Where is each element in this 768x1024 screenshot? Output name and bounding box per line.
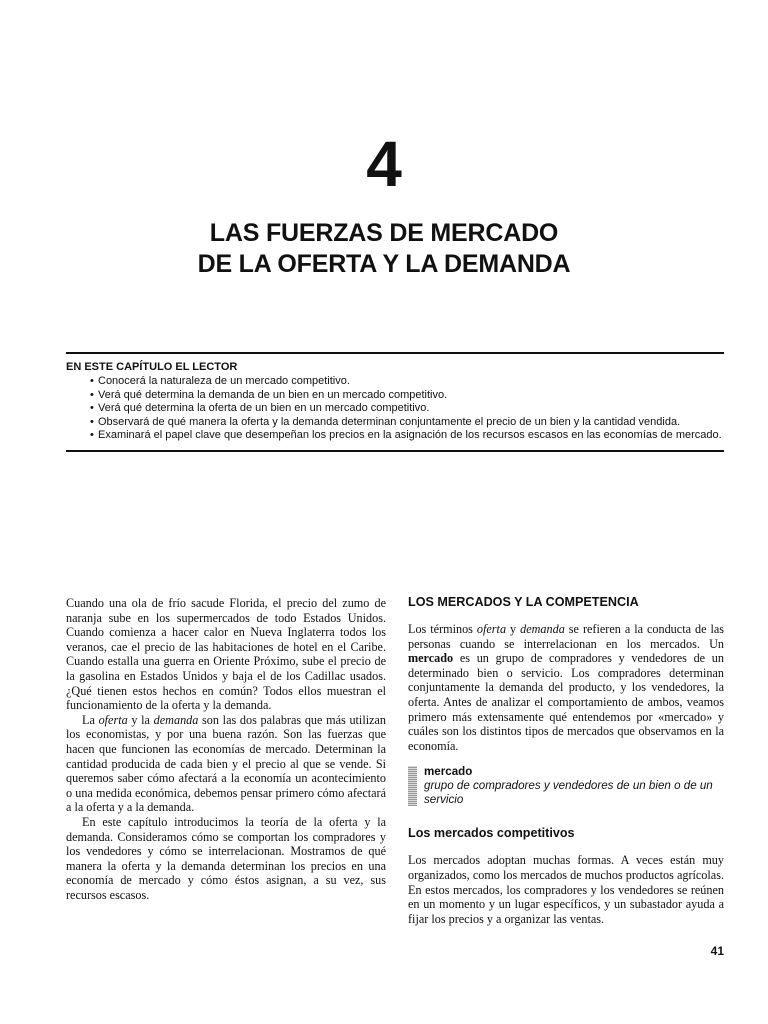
objective-item: • Examinará el papel clave que desempeñan los precios en la asignación de los recursos escasos en las economías de mercado. xyxy=(90,429,724,442)
chapter-title xyxy=(0,218,768,280)
chapter-objectives-box xyxy=(66,352,724,452)
intro-paragraph-1: Cuando una ola de frío sacude Florida, el precio del zumo de naranja sube en los supermercados de todo Estados Unidos. Cuando comienza a hacer calor en Nueva Inglaterra todos los veranos, cae el precio de las habitaciones de hotel en el Caribe. Cuando estalla una guerra en Oriente Próximo, sube el precio de la gasolina en Estados Unidos y baja el de los Cadillac usados. ¿Qué tienen estos hechos en común? Todos ellos muestran el funcionamiento de la oferta y la demanda. xyxy=(66,596,386,713)
page-number: 41 xyxy=(710,944,724,958)
left-column xyxy=(66,596,386,902)
chapter-title-line-2: DE LA OFERTA Y LA DEMANDA xyxy=(197,250,571,278)
objective-item: • Conocerá la naturaleza de un mercado competitivo. xyxy=(90,375,724,388)
term-demanda: demanda xyxy=(153,712,199,727)
objectives-heading: EN ESTE CAPÍTULO EL LECTOR xyxy=(66,361,238,373)
section-heading: LOS MERCADOS Y LA COMPETENCIA xyxy=(408,595,639,609)
intro-paragraph-3: En este capítulo introducimos la teoría de la oferta y la demanda. Consideramos cómo se comportan los compradores y los vendedores y cómo se interrelacionan. Mostramos de qué manera la oferta y la demanda determinan los precios en una economía de mercado y cómo éstos asignan, a su vez, sus recursos escasos. xyxy=(66,814,386,902)
chapter-title-line-1: LAS FUERZAS DE MERCADO xyxy=(209,219,559,247)
definition-marker-icon xyxy=(408,766,417,806)
intro-paragraph-2: La oferta y la demanda son las dos palabras que más utilizan los economistas, y por una buena razón. Son las fuerzas que hacen que funcionen las economías de mercado. Determinan la cantidad producida de cada bien y el precio al que se vende. Si queremos saber cómo afectará a la economía un acontecimiento o una medida económica, debemos pensar primero cómo afectará a la oferta y a la demanda. xyxy=(66,712,387,815)
margin-definition xyxy=(408,765,724,807)
section-paragraph-1: Los términos oferta y demanda se refieren a la conducta de las personas cuando se interrelacionan en los mercados. Un mercado es un grupo de compradores y vendedores de un determinado bien o servicio. Los compradores determinan conjuntamente la demanda del producto, y los vendedores, la oferta. Antes de analizar el comportamiento de ambos, veamos primero más extensamente qué entendemos por «mercado» y cuáles son los distintos tipos de mercados que observamos en la economía. xyxy=(408,622,725,753)
term-demanda: demanda xyxy=(520,622,565,636)
chapter-number: 4 xyxy=(366,128,402,200)
objective-item: • Observará de qué manera la oferta y la demanda determinan conjuntamente el precio de un bien y la cantidad vendida. xyxy=(90,416,724,429)
objectives-list xyxy=(66,375,724,442)
section-paragraph-2: Los mercados adoptan muchas formas. A veces están muy organizados, como los mercados de muchos productos agrícolas. En estos mercados, los compradores y los vendedores se reúnen en un momento y un lugar específicos, y un subastador ayuda a fijar los precios y a organizar las ventas. xyxy=(408,853,724,926)
definition-term: mercado xyxy=(424,765,473,779)
objective-item: • Verá qué determina la demanda de un bien en un mercado competitivo. xyxy=(90,389,724,402)
objective-item: • Verá qué determina la oferta de un bien en un mercado competitivo. xyxy=(90,402,724,415)
term-oferta: oferta xyxy=(476,622,507,636)
term-mercado: mercado xyxy=(408,651,454,666)
definition-meaning: grupo de compradores y vendedores de un bien o de un servicio xyxy=(424,779,713,807)
subsection-heading: Los mercados competitivos xyxy=(408,826,575,841)
right-column xyxy=(408,594,724,926)
term-oferta: oferta xyxy=(98,712,128,727)
